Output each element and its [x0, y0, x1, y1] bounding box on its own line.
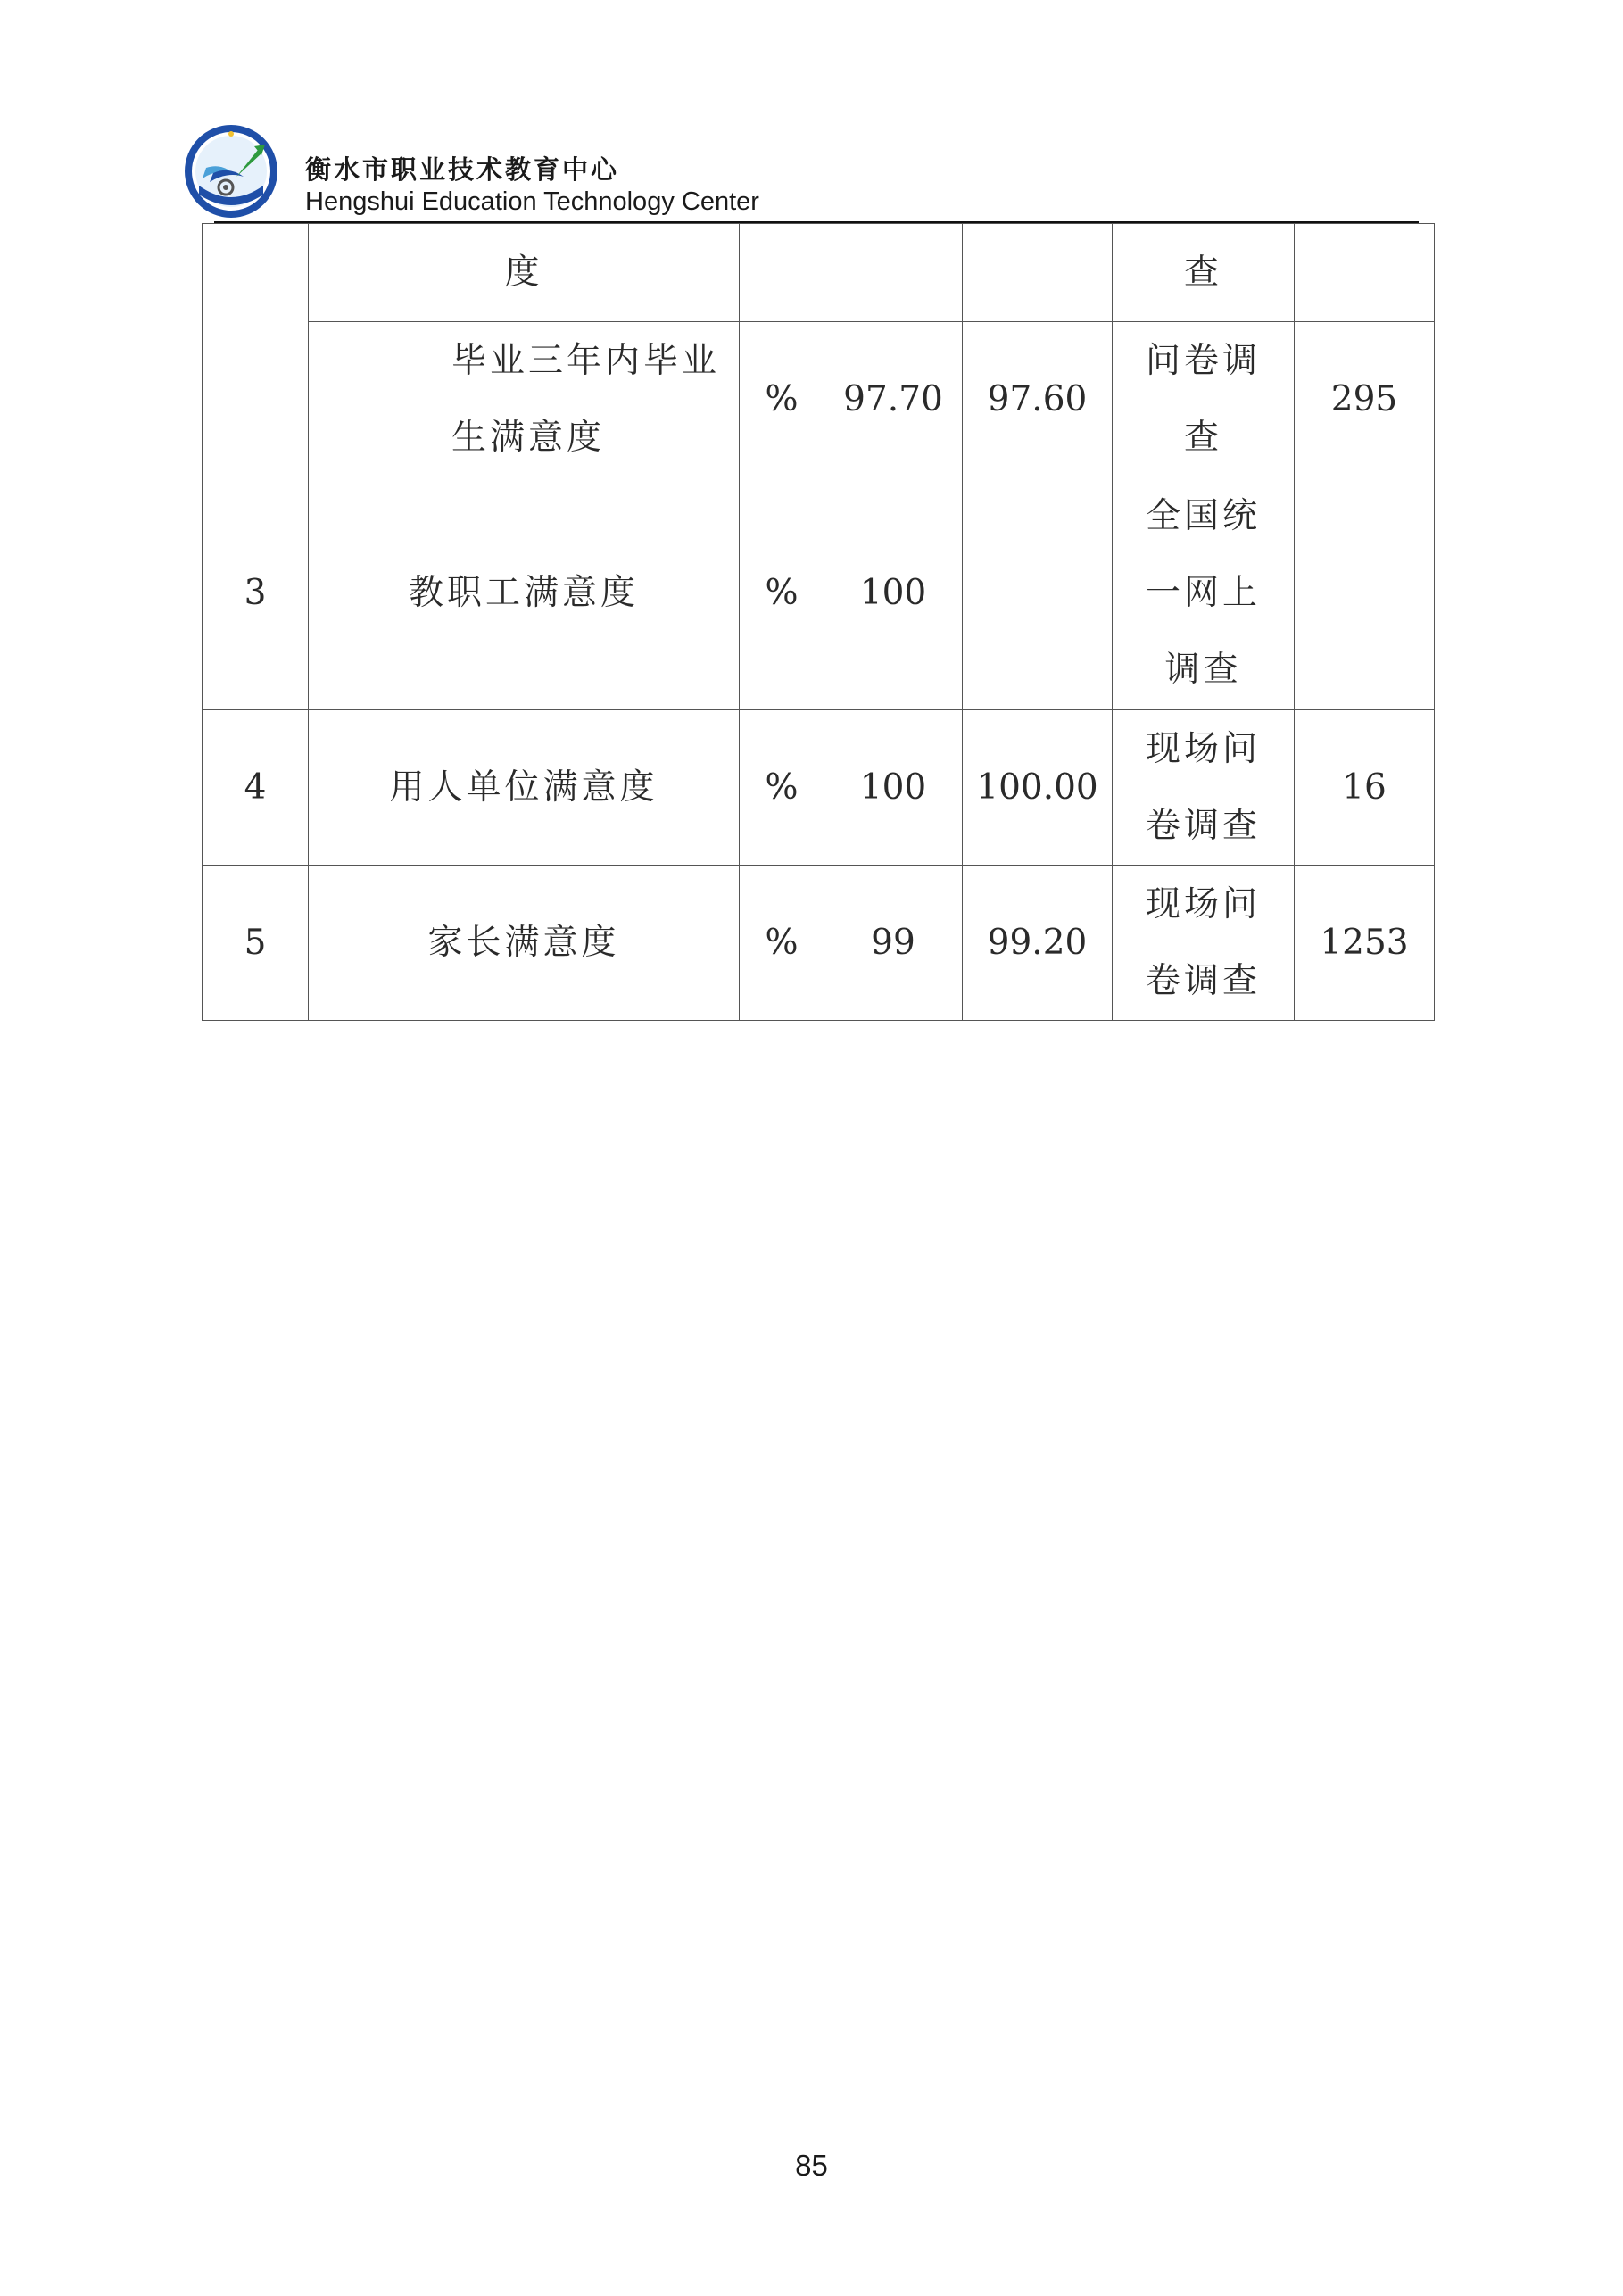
table-row — [203, 477, 1435, 710]
table-cell-target: 100 — [824, 477, 963, 710]
school-emblem-icon — [183, 123, 279, 220]
table-cell-target: 97.70 — [824, 322, 963, 477]
table-cell-no: 3 — [203, 477, 309, 710]
table-cell-target — [824, 224, 963, 322]
table-cell-no: 4 — [203, 710, 309, 866]
table-cell-actual: 100.00 — [963, 710, 1113, 866]
table-cell-sample: 295 — [1295, 322, 1435, 477]
table-cell-unit: % — [740, 477, 824, 710]
table-cell-unit: % — [740, 710, 824, 866]
table-cell-method: 现场问卷调查 — [1113, 866, 1295, 1021]
table-cell-sample: 1253 — [1295, 866, 1435, 1021]
page-number: 85 — [795, 2149, 828, 2182]
satisfaction-table — [202, 223, 1435, 1021]
table-row — [203, 322, 1435, 477]
page-header — [183, 123, 1423, 223]
table-row — [203, 710, 1435, 866]
table-cell-sample: 16 — [1295, 710, 1435, 866]
table-cell-method: 查 — [1113, 224, 1295, 322]
table-cell-unit — [740, 224, 824, 322]
table-cell-target: 100 — [824, 710, 963, 866]
header-title-cn: 衡水市职业技术教育中心 — [305, 154, 620, 185]
table-cell-unit: % — [740, 866, 824, 1021]
table-cell-unit: % — [740, 322, 824, 477]
table-cell-name: 用人单位满意度 — [309, 710, 740, 866]
table-row — [203, 866, 1435, 1021]
table-cell-no: 5 — [203, 866, 309, 1021]
table-cell-target: 99 — [824, 866, 963, 1021]
table-cell-no — [203, 224, 309, 477]
header-title-en: Hengshui Education Technology Center — [305, 187, 759, 216]
table-cell-actual — [963, 477, 1113, 710]
table-cell-name: 家长满意度 — [309, 866, 740, 1021]
table-cell-method: 现场问卷调查 — [1113, 710, 1295, 866]
table-cell-sample — [1295, 477, 1435, 710]
table-row — [203, 224, 1435, 322]
table-cell-actual: 97.60 — [963, 322, 1113, 477]
table-cell-name: 教职工满意度 — [309, 477, 740, 710]
table-cell-name: 毕业三年内毕业生满意度 — [309, 322, 740, 477]
table-cell-method: 问卷调查 — [1113, 322, 1295, 477]
table-cell-name: 度 — [309, 224, 740, 322]
table-cell-method: 全国统一网上调查 — [1113, 477, 1295, 710]
table-cell-actual: 99.20 — [963, 866, 1113, 1021]
table-cell-sample — [1295, 224, 1435, 322]
table-cell-actual — [963, 224, 1113, 322]
